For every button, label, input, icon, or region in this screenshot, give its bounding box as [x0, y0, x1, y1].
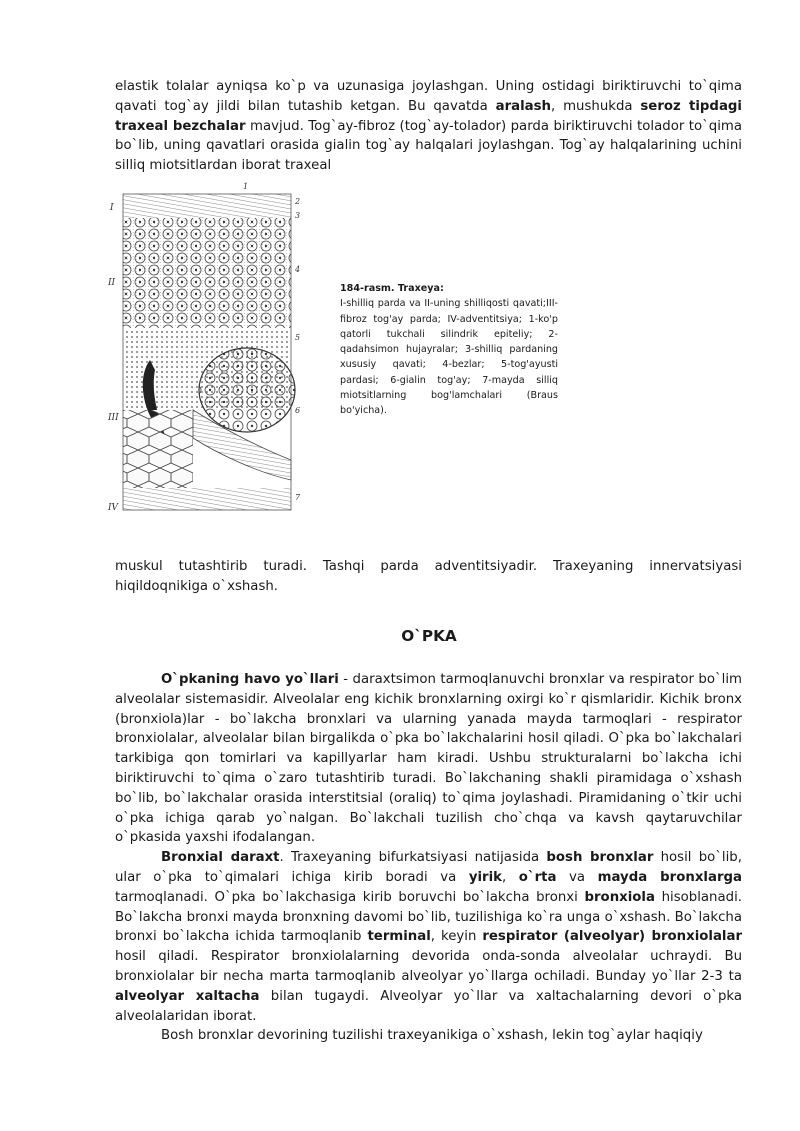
- term-medium: o`rta: [518, 869, 557, 885]
- fig-label-II: II: [108, 278, 116, 288]
- section-heading: O`PKA: [401, 627, 457, 645]
- fig-label-I: I: [110, 203, 114, 213]
- fig-label-4: 4: [295, 265, 301, 274]
- fig-label-IV: IV: [108, 503, 119, 513]
- term-seroz: seroz tipdagi traxeal bezchalar: [115, 98, 742, 134]
- trachea-histology-figure: [105, 180, 305, 518]
- paragraph-bronchial-tree: Bronxial daraxt. Traxeyaning bifurkatsiyasi natijasida bosh bronxlar hosil bo`lib, ular o`pka to`qimalari ichiga kirib boradi va yirik, o`rta va mayda bronxlarga tarmoqlanadi. O`pka bo`lakchasiga kirib boruvchi bo`lakcha bronxi bronxiola hisoblanadi. Bo`lakcha bronxi mayda bronxning davomi bo`lib, tuzilishiga ko`ra unga o`xshash. Bo`lakcha bronxi bo`lakcha ichida tarmoqlanib terminal, keyin respirator (alveolyar) bronxiolalar hosil qiladi. Respirator bronxiolalarning devorida onda-sonda alveolalar uchraydi. Bu bronxiolalar bir necha marta tarmoqlanib alveolyar yo`llarga ochiladi. Bunday yo`llar 2-3 ta alveolyar xaltacha bilan tugaydi. Alveolyar yo`llar va xaltachalarning devori o`pka alveolalaridan iborat.: [115, 850, 743, 1024]
- caption-title: 184-rasm. Traxeya:: [340, 283, 444, 294]
- paragraph-main-bronchi-wall: Bosh bronxlar devorining tuzilishi traxeyanikiga o`xshash, lekin tog`aylar haqiqiy: [161, 1028, 703, 1044]
- term-alveolar-sac: alveolyar xaltacha: [115, 988, 260, 1004]
- caption-text: I-shilliq parda va II-uning shilliqosti qavati;III-fibroz tog'ay parda; IV-adventitsiya; 1-ko'p qatorli tukchali silindrik epiteliy; 2-qadahsimon hujayralar; 3-shilliq pardaning xususiy qavati; 4-bezlar; 5-tog'ayusti pardasi; 6-gialin tog'ay; 7-mayda silliq miotsitlarning bog'lamchalari (Braus bo'yicha).: [340, 298, 558, 417]
- term-terminal: terminal: [367, 929, 431, 945]
- paragraph-airways: [115, 670, 742, 848]
- paragraph-after-figure: muskul tutashtirib turadi. Tashqi parda adventitsiyadir. Traxeyaning innervatsiyasi hiqildoqnikiga o`xshash.: [115, 559, 742, 594]
- term-respiratory-bronchioles: respirator (alveolyar) bronxiolalar: [482, 929, 743, 945]
- term-small-bronchi: mayda bronxlarga: [597, 869, 742, 885]
- fig-label-III: III: [108, 413, 119, 423]
- fig-label-2: 2: [295, 197, 301, 206]
- figure-caption: [340, 281, 558, 419]
- fig-label-1: 1: [243, 182, 249, 191]
- fig-label-5: 5: [295, 333, 301, 342]
- fig-label-7: 7: [295, 493, 301, 502]
- term-bronchiole: bronxiola: [584, 889, 655, 905]
- histology-drawing: [105, 180, 305, 518]
- term-aralash: aralash: [495, 98, 552, 114]
- term-large: yirik: [468, 869, 502, 885]
- fig-label-3: 3: [295, 211, 301, 220]
- term-main-bronchi: bosh bronxlar: [546, 850, 654, 866]
- lung-section-body: [115, 670, 742, 1046]
- fig-label-6: 6: [295, 406, 301, 415]
- airways-text: - daraxtsimon tarmoqlanuvchi bronxlar va respirator bo`lim alveolalar sistemasidir. Alveolalar eng kichik bronxlarning oxirgi ko`r qismlaridir. Kichik bronx (bronxiola)lar - bo`lakcha bronxlari va ularning yanada mayda tarmoqlari - respirator bronxiolalar, alveolalar bilan birgalikda o`pka bo`lakchalarini hosil qiladi. O`pka bo`lakchalari tarkibiga qon tomirlari va kapillyarlar ham kiradi. Ushbu strukturalarni bo`lakcha ichi biriktiruvchi to`qima o`zaro tutashtirib turadi. Bo`lakchaning shakli piramidaga o`xshash bo`lib, bo`lakchalar orasida interstitsial (oraliq) to`qima joylashadi. Piramidaning o`tkir uchi o`pka ichiga qarab yo`nalgan. Bo`lakchali tuzilish cho`chqa va kavsh qaytaruvchilar o`pkasida yaxshi ifodalangan.: [115, 672, 742, 846]
- term-airways: O`pkaning havo yo`llari: [161, 672, 339, 687]
- term-bronchial-tree: Bronxial daraxt: [161, 850, 280, 866]
- paragraph-trachea-layers: elastik tolalar ayniqsa ko`p va uzunasiga joylashgan. Uning ostidagi biriktiruvchi to`qima qavati tog`ay jildi bilan tutashib ketgan. Bu qavatda aralash, mushukda seroz tipdagi traxeal bezchalar mavjud. Tog`ay-fibroz (tog`ay-tolador) parda biriktiruvchi tolador to`qima bo`lib, uning qavatlari orasida gialin tog`ay halqalari joylashgan. Tog`ay halqalarining uchini silliq miotsitlardan iborat traxeal: [115, 79, 742, 174]
